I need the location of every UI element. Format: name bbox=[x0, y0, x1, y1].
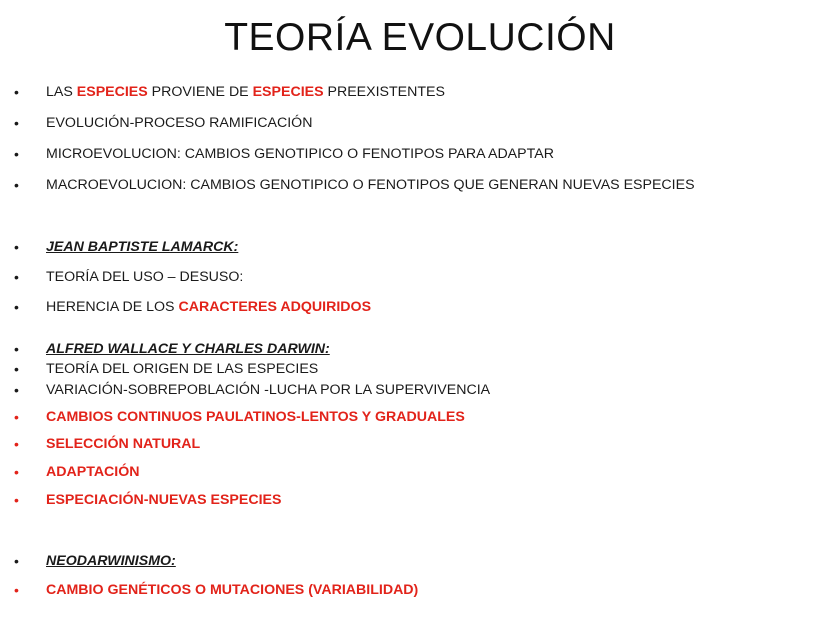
item-text: EVOLUCIÓN-PROCESO RAMIFICACIÓN bbox=[46, 115, 313, 131]
item-text: SELECCIÓN NATURAL bbox=[46, 436, 201, 452]
item-text: MACROEVOLUCION: CAMBIOS GENOTIPICO O FENOTIPOS QUE GENERAN NUEVAS ESPECIES bbox=[46, 177, 695, 193]
bullet-icon: • bbox=[14, 341, 19, 357]
section-heading-lamarck bbox=[0, 237, 828, 257]
bullet-icon: • bbox=[14, 553, 19, 569]
bullet-item-adaptacion bbox=[0, 462, 828, 482]
bullet-icon: • bbox=[14, 146, 19, 162]
bullet-icon: • bbox=[14, 269, 19, 285]
bullet-item-uso-desuso bbox=[0, 267, 828, 287]
bullet-item-evolucion bbox=[0, 113, 828, 133]
bullet-item-origen bbox=[0, 359, 828, 379]
bullet-item-mutaciones bbox=[0, 580, 828, 600]
item-text: TEORÍA DEL ORIGEN DE LAS ESPECIES bbox=[46, 361, 319, 377]
bullet-item-seleccion bbox=[0, 434, 828, 454]
section-heading-neodarwinismo bbox=[0, 551, 828, 571]
bullet-icon: • bbox=[14, 115, 19, 131]
bullet-icon: • bbox=[14, 409, 19, 425]
bullet-icon: • bbox=[14, 582, 19, 598]
bullet-icon: • bbox=[14, 361, 19, 377]
highlight-especies-2: ESPECIES bbox=[252, 84, 324, 100]
bullet-icon: • bbox=[14, 492, 19, 508]
bullet-item-macroevolucion bbox=[0, 175, 828, 195]
bullet-icon: • bbox=[14, 177, 19, 193]
bullet-item-especiacion bbox=[0, 490, 828, 510]
bullet-item-cambios-continuos bbox=[0, 407, 828, 427]
bullet-item-microevolucion bbox=[0, 144, 828, 164]
bullet-icon: • bbox=[14, 436, 19, 452]
section-heading-darwin bbox=[0, 339, 828, 359]
highlight-especies-1: ESPECIES bbox=[76, 84, 148, 100]
item-text: CAMBIO GENÉTICOS O MUTACIONES (VARIABILIDAD) bbox=[46, 582, 419, 598]
item-text: ESPECIACIÓN-NUEVAS ESPECIES bbox=[46, 492, 282, 508]
heading-text: ALFRED WALLACE Y CHARLES DARWIN: bbox=[46, 341, 330, 357]
bullet-item-herencia bbox=[0, 297, 828, 317]
item-text: CAMBIOS CONTINUOS PAULATINOS-LENTOS Y GRADUALES bbox=[46, 409, 465, 425]
highlight-caracteres: CARACTERES ADQUIRIDOS bbox=[178, 299, 372, 315]
bullet-icon: • bbox=[14, 84, 19, 100]
bullet-item-variacion bbox=[0, 380, 828, 400]
item-text: ADAPTACIÓN bbox=[46, 464, 140, 480]
item-text: LAS ESPECIES PROVIENE DE ESPECIES PREEXISTENTES bbox=[46, 84, 445, 100]
slide-title: TEORÍA EVOLUCIÓN bbox=[224, 16, 616, 59]
bullet-icon: • bbox=[14, 239, 19, 255]
bullet-icon: • bbox=[14, 299, 19, 315]
bullet-icon: • bbox=[14, 464, 19, 480]
bullet-item-especies bbox=[0, 82, 828, 102]
heading-text: JEAN BAPTISTE LAMARCK: bbox=[46, 239, 239, 255]
item-text: TEORÍA DEL USO – DESUSO: bbox=[46, 269, 244, 285]
bullet-icon: • bbox=[14, 382, 19, 398]
heading-text: NEODARWINISMO: bbox=[46, 553, 176, 569]
item-text: VARIACIÓN-SOBREPOBLACIÓN -LUCHA POR LA SUPERVIVENCIA bbox=[46, 382, 491, 398]
item-text: MICROEVOLUCION: CAMBIOS GENOTIPICO O FENOTIPOS PARA ADAPTAR bbox=[46, 146, 554, 162]
item-text: HERENCIA DE LOS CARACTERES ADQUIRIDOS bbox=[46, 299, 372, 315]
